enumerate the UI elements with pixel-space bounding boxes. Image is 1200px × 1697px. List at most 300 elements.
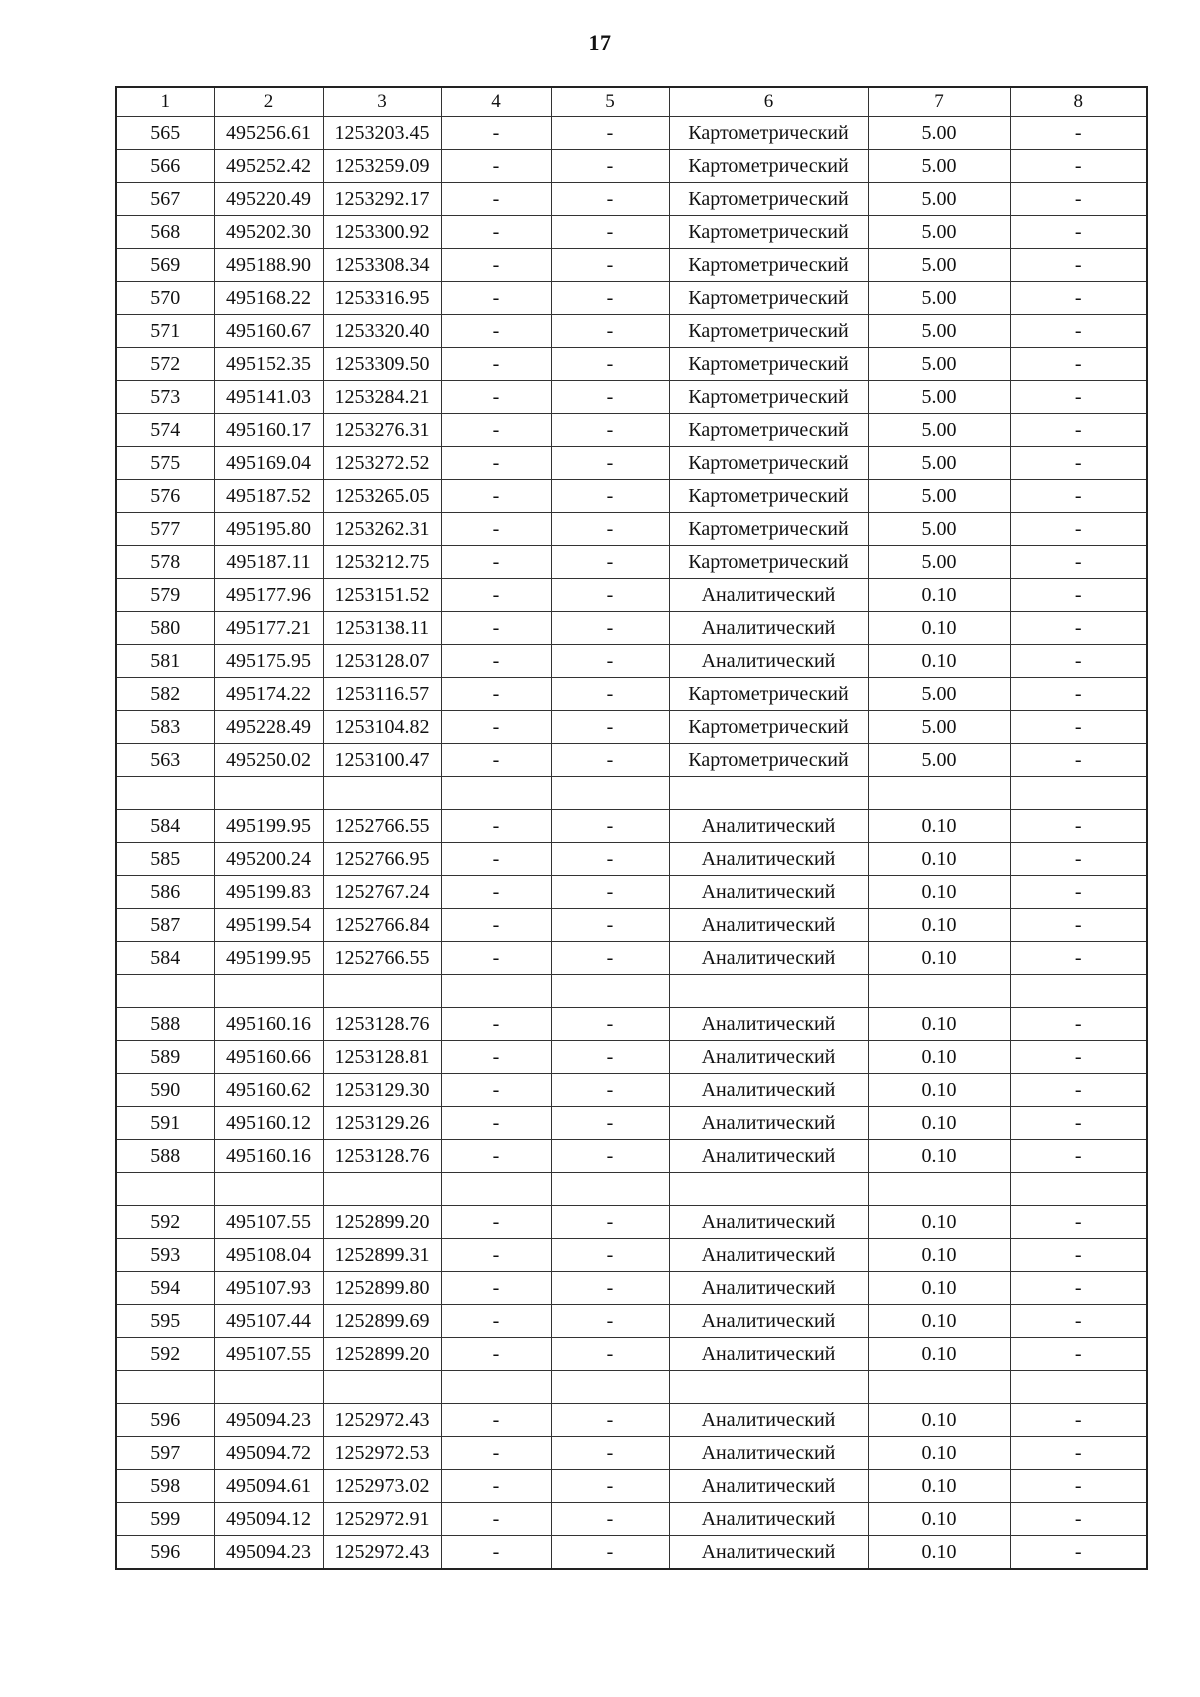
table-cell: 584 — [116, 810, 214, 843]
table-cell: - — [1010, 249, 1147, 282]
table-cell: - — [441, 348, 551, 381]
table-cell: 1253138.11 — [323, 612, 441, 645]
table-cell: - — [1010, 1305, 1147, 1338]
table-cell: - — [441, 876, 551, 909]
table-cell: - — [1010, 315, 1147, 348]
table-cell: - — [441, 909, 551, 942]
table-cell — [441, 777, 551, 810]
table-cell: 566 — [116, 150, 214, 183]
table-row — [116, 216, 1147, 249]
table-cell: - — [1010, 711, 1147, 744]
table-cell: 495094.72 — [214, 1437, 323, 1470]
table-cell: - — [551, 579, 669, 612]
table-cell — [669, 1173, 868, 1206]
table-cell: - — [441, 150, 551, 183]
table-cell: 495175.95 — [214, 645, 323, 678]
table-cell: 1252972.43 — [323, 1404, 441, 1437]
table-row — [116, 1470, 1147, 1503]
table-cell: Аналитический — [669, 909, 868, 942]
table-cell: 586 — [116, 876, 214, 909]
table-cell: 599 — [116, 1503, 214, 1536]
table-cell: 495160.16 — [214, 1140, 323, 1173]
table-cell: - — [1010, 1140, 1147, 1173]
table-cell — [214, 1173, 323, 1206]
table-cell: - — [1010, 183, 1147, 216]
table-cell: - — [551, 381, 669, 414]
table-row — [116, 1239, 1147, 1272]
table-cell: - — [551, 1239, 669, 1272]
table-cell: 1252899.80 — [323, 1272, 441, 1305]
table-row — [116, 1503, 1147, 1536]
table-row — [116, 183, 1147, 216]
table-cell: - — [551, 1503, 669, 1536]
table-cell: 582 — [116, 678, 214, 711]
table-cell: 495188.90 — [214, 249, 323, 282]
table-cell: 575 — [116, 447, 214, 480]
table-cell: 595 — [116, 1305, 214, 1338]
table-cell: - — [441, 744, 551, 777]
table-cell: - — [1010, 678, 1147, 711]
table-cell: 577 — [116, 513, 214, 546]
table-cell: 495199.95 — [214, 810, 323, 843]
column-header: 2 — [214, 87, 323, 117]
table-cell: 5.00 — [868, 414, 1010, 447]
table-cell: - — [551, 909, 669, 942]
table-cell: 572 — [116, 348, 214, 381]
table-cell: - — [551, 480, 669, 513]
table-cell: Картометрический — [669, 282, 868, 315]
table-cell: 1253128.76 — [323, 1008, 441, 1041]
table-cell: 567 — [116, 183, 214, 216]
table-cell: 0.10 — [868, 1404, 1010, 1437]
table-row — [116, 315, 1147, 348]
table-row — [116, 1041, 1147, 1074]
table-row — [116, 810, 1147, 843]
table-cell: - — [1010, 1338, 1147, 1371]
table-cell: 1253259.09 — [323, 150, 441, 183]
table-cell: 495250.02 — [214, 744, 323, 777]
table-cell: 495252.42 — [214, 150, 323, 183]
table-cell: 1253272.52 — [323, 447, 441, 480]
table-cell: 591 — [116, 1107, 214, 1140]
table-cell: - — [551, 183, 669, 216]
table-cell: 1252899.20 — [323, 1206, 441, 1239]
table-cell: 5.00 — [868, 150, 1010, 183]
table-cell: 1253284.21 — [323, 381, 441, 414]
table-cell: - — [551, 1008, 669, 1041]
table-row — [116, 414, 1147, 447]
table-cell: 5.00 — [868, 315, 1010, 348]
table-cell: - — [441, 1107, 551, 1140]
table-cell: Аналитический — [669, 810, 868, 843]
table-cell: - — [1010, 1074, 1147, 1107]
table-cell — [116, 1371, 214, 1404]
table-cell: Картометрический — [669, 744, 868, 777]
table-cell: Аналитический — [669, 843, 868, 876]
table-cell: 1253320.40 — [323, 315, 441, 348]
table-cell: - — [441, 1338, 551, 1371]
table-cell: 495256.61 — [214, 117, 323, 150]
table-cell: - — [551, 942, 669, 975]
table-cell: 596 — [116, 1404, 214, 1437]
separator-row — [116, 975, 1147, 1008]
table-cell: - — [551, 216, 669, 249]
table-cell: 5.00 — [868, 282, 1010, 315]
table-cell: 5.00 — [868, 546, 1010, 579]
table-cell: 495107.93 — [214, 1272, 323, 1305]
table-cell: Аналитический — [669, 1041, 868, 1074]
table-cell: Аналитический — [669, 1338, 868, 1371]
table-cell: 1253308.34 — [323, 249, 441, 282]
table-cell: - — [551, 678, 669, 711]
table-cell: - — [1010, 843, 1147, 876]
table-cell: - — [551, 1305, 669, 1338]
table-cell: Аналитический — [669, 1272, 868, 1305]
table-cell: 495107.55 — [214, 1206, 323, 1239]
table-cell: - — [441, 249, 551, 282]
table-cell: - — [441, 1239, 551, 1272]
table-cell: 0.10 — [868, 942, 1010, 975]
table-cell: - — [1010, 645, 1147, 678]
table-cell: 5.00 — [868, 480, 1010, 513]
table-cell: - — [1010, 282, 1147, 315]
table-cell: 592 — [116, 1206, 214, 1239]
table-cell: 495199.83 — [214, 876, 323, 909]
table-cell: - — [1010, 1008, 1147, 1041]
table-cell: - — [551, 1107, 669, 1140]
table-cell: - — [1010, 216, 1147, 249]
table-cell: Картометрический — [669, 150, 868, 183]
table-cell: 569 — [116, 249, 214, 282]
table-cell: - — [441, 645, 551, 678]
table-cell: 579 — [116, 579, 214, 612]
table-cell: - — [1010, 612, 1147, 645]
table-cell: 0.10 — [868, 1503, 1010, 1536]
table-cell: 5.00 — [868, 216, 1010, 249]
table-cell: 1252972.91 — [323, 1503, 441, 1536]
table-row — [116, 1074, 1147, 1107]
table-cell: 1253316.95 — [323, 282, 441, 315]
table-cell: 0.10 — [868, 1272, 1010, 1305]
table-cell: Аналитический — [669, 1140, 868, 1173]
table-cell: 495168.22 — [214, 282, 323, 315]
table-cell: 596 — [116, 1536, 214, 1570]
header-row — [116, 87, 1147, 117]
table-cell: 495152.35 — [214, 348, 323, 381]
table-cell: - — [1010, 348, 1147, 381]
table-cell: 495177.21 — [214, 612, 323, 645]
table-row — [116, 1272, 1147, 1305]
table-cell: 597 — [116, 1437, 214, 1470]
table-cell: Аналитический — [669, 645, 868, 678]
table-cell: 1253129.26 — [323, 1107, 441, 1140]
table-cell: 1253309.50 — [323, 348, 441, 381]
table-row — [116, 1206, 1147, 1239]
table-cell: - — [551, 1140, 669, 1173]
table-cell: Картометрический — [669, 546, 868, 579]
table-cell: - — [551, 1470, 669, 1503]
table-cell: - — [1010, 942, 1147, 975]
table-cell: 495160.17 — [214, 414, 323, 447]
table-cell: 563 — [116, 744, 214, 777]
table-cell: 571 — [116, 315, 214, 348]
table-cell: 589 — [116, 1041, 214, 1074]
table-cell: - — [441, 216, 551, 249]
table-cell: - — [441, 282, 551, 315]
table-cell: - — [551, 1338, 669, 1371]
table-cell — [669, 975, 868, 1008]
table-cell: - — [441, 480, 551, 513]
table-cell — [1010, 975, 1147, 1008]
table-cell: Аналитический — [669, 1437, 868, 1470]
table-cell: 1252899.69 — [323, 1305, 441, 1338]
table-cell — [551, 1173, 669, 1206]
table-cell: 495094.23 — [214, 1536, 323, 1570]
table-cell — [441, 1371, 551, 1404]
table-cell: Аналитический — [669, 1008, 868, 1041]
table-cell: - — [441, 1536, 551, 1570]
table-cell: - — [1010, 579, 1147, 612]
table-cell: 495199.54 — [214, 909, 323, 942]
table-cell: Аналитический — [669, 942, 868, 975]
table-cell: 495200.24 — [214, 843, 323, 876]
table-cell: 1253100.47 — [323, 744, 441, 777]
table-cell: 573 — [116, 381, 214, 414]
table-cell: 593 — [116, 1239, 214, 1272]
table-cell: 495108.04 — [214, 1239, 323, 1272]
table-cell: 495160.66 — [214, 1041, 323, 1074]
table-row — [116, 117, 1147, 150]
table-cell: 5.00 — [868, 513, 1010, 546]
table-cell: 495141.03 — [214, 381, 323, 414]
table-cell — [441, 975, 551, 1008]
table-cell: 1252767.24 — [323, 876, 441, 909]
table-cell: - — [1010, 744, 1147, 777]
column-header: 1 — [116, 87, 214, 117]
table-cell — [669, 777, 868, 810]
table-cell: 1253300.92 — [323, 216, 441, 249]
table-cell: 1253128.07 — [323, 645, 441, 678]
table-cell: - — [551, 282, 669, 315]
table-cell: - — [551, 1272, 669, 1305]
table-cell: Аналитический — [669, 1404, 868, 1437]
table-cell: 495169.04 — [214, 447, 323, 480]
table-cell: 495187.52 — [214, 480, 323, 513]
table-row — [116, 843, 1147, 876]
table-cell: - — [1010, 117, 1147, 150]
table-row — [116, 1536, 1147, 1570]
table-cell: 495160.16 — [214, 1008, 323, 1041]
table-cell: - — [1010, 1503, 1147, 1536]
table-cell: 592 — [116, 1338, 214, 1371]
column-header: 8 — [1010, 87, 1147, 117]
table-cell: - — [441, 381, 551, 414]
table-cell: - — [441, 1008, 551, 1041]
table-cell: Картометрический — [669, 447, 868, 480]
table-cell: 568 — [116, 216, 214, 249]
table-cell: 1252766.84 — [323, 909, 441, 942]
table-cell — [1010, 777, 1147, 810]
table-row — [116, 579, 1147, 612]
table-row — [116, 909, 1147, 942]
table-cell — [868, 1371, 1010, 1404]
table-cell: Аналитический — [669, 1107, 868, 1140]
table-cell — [116, 975, 214, 1008]
table-cell: 565 — [116, 117, 214, 150]
table-cell: Аналитический — [669, 612, 868, 645]
table-cell: - — [551, 810, 669, 843]
table-row — [116, 1107, 1147, 1140]
table-cell: - — [1010, 1107, 1147, 1140]
table-cell: 581 — [116, 645, 214, 678]
table-cell: - — [441, 1503, 551, 1536]
table-cell: - — [1010, 480, 1147, 513]
table-cell — [1010, 1173, 1147, 1206]
table-cell: 495094.12 — [214, 1503, 323, 1536]
table-cell — [669, 1371, 868, 1404]
table-cell: Картометрический — [669, 315, 868, 348]
column-header: 6 — [669, 87, 868, 117]
table-cell: - — [551, 546, 669, 579]
table-cell: 0.10 — [868, 1470, 1010, 1503]
table-cell: - — [441, 183, 551, 216]
table-cell: 495187.11 — [214, 546, 323, 579]
table-cell: 1253116.57 — [323, 678, 441, 711]
table-cell: - — [1010, 447, 1147, 480]
table-cell: - — [441, 1305, 551, 1338]
table-row — [116, 480, 1147, 513]
table-cell: - — [441, 546, 551, 579]
table-cell: 1253151.52 — [323, 579, 441, 612]
table-cell — [441, 1173, 551, 1206]
table-row — [116, 1404, 1147, 1437]
table-cell: 495107.55 — [214, 1338, 323, 1371]
table-cell: Картометрический — [669, 678, 868, 711]
table-cell: - — [441, 942, 551, 975]
table-cell: - — [1010, 513, 1147, 546]
table-cell: - — [1010, 810, 1147, 843]
table-cell: 576 — [116, 480, 214, 513]
table-cell: - — [1010, 876, 1147, 909]
table-cell: 0.10 — [868, 810, 1010, 843]
table-cell: - — [1010, 1470, 1147, 1503]
table-cell — [323, 1371, 441, 1404]
table-cell: - — [1010, 150, 1147, 183]
table-row — [116, 348, 1147, 381]
table-cell: - — [441, 1404, 551, 1437]
table-cell: - — [551, 1437, 669, 1470]
table-row — [116, 513, 1147, 546]
table-cell: Аналитический — [669, 1536, 868, 1570]
table-cell: Картометрический — [669, 513, 868, 546]
table-cell: 0.10 — [868, 1107, 1010, 1140]
table-cell: - — [1010, 1206, 1147, 1239]
table-cell: 1252899.31 — [323, 1239, 441, 1272]
table-cell: Аналитический — [669, 1206, 868, 1239]
table-cell: 1252766.95 — [323, 843, 441, 876]
table-cell: - — [441, 810, 551, 843]
table-cell: 0.10 — [868, 843, 1010, 876]
table-cell: 1252972.43 — [323, 1536, 441, 1570]
table-row — [116, 711, 1147, 744]
table-cell: - — [551, 744, 669, 777]
table-cell: Картометрический — [669, 711, 868, 744]
table-cell: - — [1010, 381, 1147, 414]
table-row — [116, 249, 1147, 282]
table-cell: - — [1010, 1041, 1147, 1074]
table-cell: 1253203.45 — [323, 117, 441, 150]
table-cell: 598 — [116, 1470, 214, 1503]
table-cell: Картометрический — [669, 480, 868, 513]
column-header: 5 — [551, 87, 669, 117]
table-cell: 5.00 — [868, 117, 1010, 150]
table-cell: - — [551, 612, 669, 645]
table-cell: Аналитический — [669, 1470, 868, 1503]
table-cell: 0.10 — [868, 612, 1010, 645]
table-cell: - — [551, 1404, 669, 1437]
coordinates-table — [115, 86, 1148, 1570]
table-cell: - — [441, 678, 551, 711]
table-cell: 495177.96 — [214, 579, 323, 612]
table-cell: 0.10 — [868, 645, 1010, 678]
table-cell: - — [551, 876, 669, 909]
table-cell: 585 — [116, 843, 214, 876]
table-cell: Картометрический — [669, 348, 868, 381]
table-body — [116, 117, 1147, 1570]
table-row — [116, 447, 1147, 480]
table-row — [116, 612, 1147, 645]
table-cell: - — [441, 117, 551, 150]
table-row — [116, 546, 1147, 579]
table-cell: 588 — [116, 1140, 214, 1173]
column-header: 3 — [323, 87, 441, 117]
table-cell: 574 — [116, 414, 214, 447]
table-cell: 495228.49 — [214, 711, 323, 744]
table-cell: 588 — [116, 1008, 214, 1041]
table-cell: 495094.23 — [214, 1404, 323, 1437]
table-cell: Аналитический — [669, 1305, 868, 1338]
table-cell: 0.10 — [868, 1008, 1010, 1041]
table-cell: 0.10 — [868, 1041, 1010, 1074]
table-cell — [116, 1173, 214, 1206]
table-cell: Аналитический — [669, 1074, 868, 1107]
table-cell — [116, 777, 214, 810]
table-cell: 1252766.55 — [323, 810, 441, 843]
table-cell: 5.00 — [868, 348, 1010, 381]
table-cell: 5.00 — [868, 381, 1010, 414]
table-cell: - — [551, 513, 669, 546]
table-cell: 1252899.20 — [323, 1338, 441, 1371]
table-cell: Картометрический — [669, 216, 868, 249]
table-cell: - — [551, 1536, 669, 1570]
table-cell: 578 — [116, 546, 214, 579]
table-cell: 580 — [116, 612, 214, 645]
table-cell: 0.10 — [868, 1140, 1010, 1173]
table-cell: 0.10 — [868, 909, 1010, 942]
table-cell: - — [1010, 546, 1147, 579]
table-cell: 5.00 — [868, 249, 1010, 282]
table-cell: - — [1010, 1536, 1147, 1570]
table-cell: 1253292.17 — [323, 183, 441, 216]
table-cell: 570 — [116, 282, 214, 315]
table-cell: - — [551, 447, 669, 480]
table-cell: 495199.95 — [214, 942, 323, 975]
table-cell — [868, 975, 1010, 1008]
table-cell: - — [1010, 909, 1147, 942]
table-cell: - — [441, 1272, 551, 1305]
table-cell: 1253128.76 — [323, 1140, 441, 1173]
table-row — [116, 381, 1147, 414]
